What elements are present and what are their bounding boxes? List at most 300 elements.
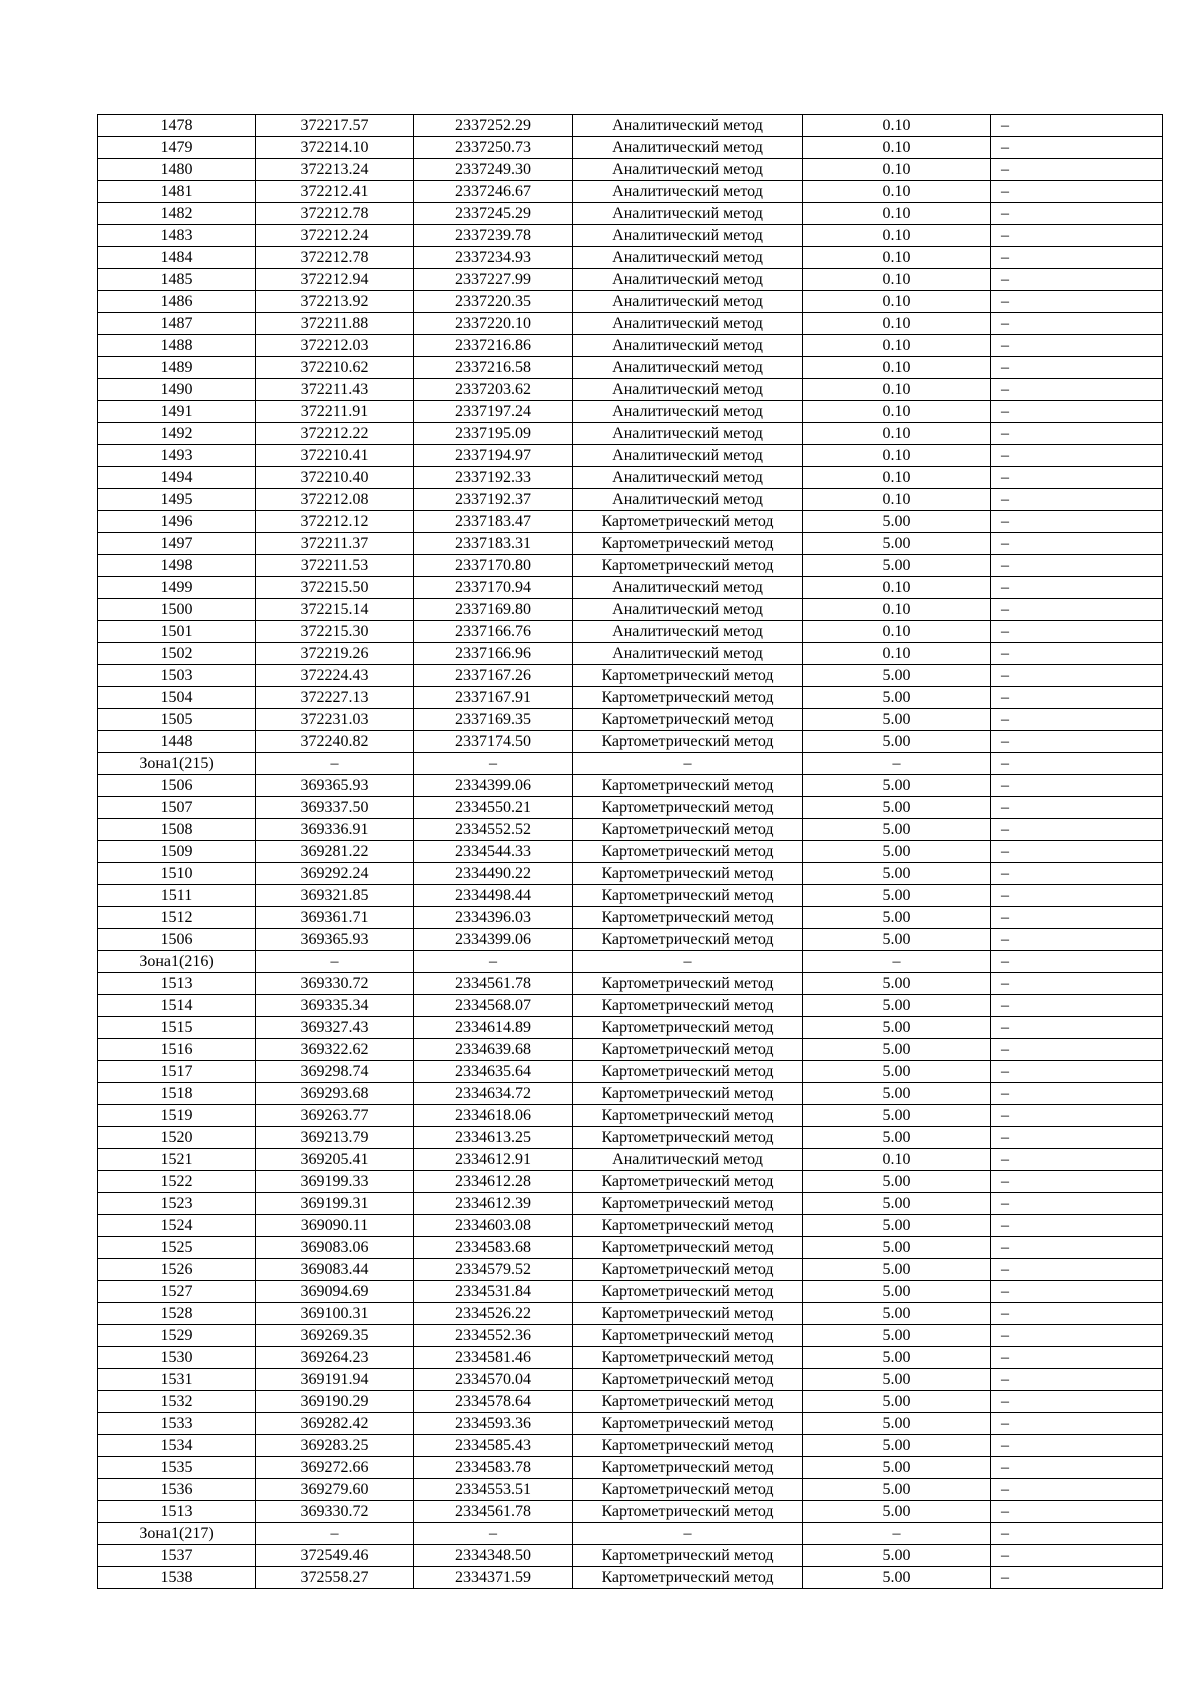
- table-row: [98, 599, 1163, 621]
- method-cell: Аналитический метод: [573, 115, 803, 137]
- table-row: [98, 863, 1163, 885]
- point-number-cell: 1537: [98, 1545, 256, 1567]
- table-row: [98, 1457, 1163, 1479]
- point-number-cell: 1480: [98, 159, 256, 181]
- y-coordinate-cell: –: [414, 753, 573, 775]
- note-cell: –: [991, 269, 1163, 291]
- x-coordinate-cell: 372212.78: [256, 203, 414, 225]
- table-row: [98, 1193, 1163, 1215]
- accuracy-cell: 0.10: [803, 181, 991, 203]
- x-coordinate-cell: 372210.41: [256, 445, 414, 467]
- x-coordinate-cell: 372211.91: [256, 401, 414, 423]
- x-coordinate-cell: 369365.93: [256, 929, 414, 951]
- point-number-cell: 1488: [98, 335, 256, 357]
- y-coordinate-cell: 2334578.64: [414, 1391, 573, 1413]
- accuracy-cell: 0.10: [803, 269, 991, 291]
- note-cell: –: [991, 775, 1163, 797]
- method-cell: Картометрический метод: [573, 1017, 803, 1039]
- note-cell: –: [991, 379, 1163, 401]
- x-coordinate-cell: 372227.13: [256, 687, 414, 709]
- y-coordinate-cell: 2337197.24: [414, 401, 573, 423]
- accuracy-cell: 0.10: [803, 1149, 991, 1171]
- accuracy-cell: 0.10: [803, 467, 991, 489]
- accuracy-cell: 5.00: [803, 1457, 991, 1479]
- x-coordinate-cell: 369327.43: [256, 1017, 414, 1039]
- point-number-cell: 1486: [98, 291, 256, 313]
- note-cell: –: [991, 1215, 1163, 1237]
- note-cell: –: [991, 137, 1163, 159]
- point-number-cell: 1523: [98, 1193, 256, 1215]
- y-coordinate-cell: 2334612.91: [414, 1149, 573, 1171]
- accuracy-cell: 0.10: [803, 489, 991, 511]
- x-coordinate-cell: 369199.31: [256, 1193, 414, 1215]
- x-coordinate-cell: 369263.77: [256, 1105, 414, 1127]
- note-cell: –: [991, 357, 1163, 379]
- x-coordinate-cell: 369264.23: [256, 1347, 414, 1369]
- point-number-cell: 1515: [98, 1017, 256, 1039]
- x-coordinate-cell: 372558.27: [256, 1567, 414, 1589]
- point-number-cell: 1534: [98, 1435, 256, 1457]
- method-cell: Аналитический метод: [573, 247, 803, 269]
- table-row: [98, 379, 1163, 401]
- accuracy-cell: 5.00: [803, 533, 991, 555]
- method-cell: Картометрический метод: [573, 511, 803, 533]
- accuracy-cell: 5.00: [803, 1347, 991, 1369]
- x-coordinate-cell: 372211.43: [256, 379, 414, 401]
- note-cell: –: [991, 687, 1163, 709]
- accuracy-cell: 5.00: [803, 1215, 991, 1237]
- table-row: [98, 1545, 1163, 1567]
- point-number-cell: 1524: [98, 1215, 256, 1237]
- accuracy-cell: 0.10: [803, 115, 991, 137]
- method-cell: Картометрический метод: [573, 929, 803, 951]
- table-row: [98, 357, 1163, 379]
- table-row: [98, 885, 1163, 907]
- table-row: [98, 181, 1163, 203]
- accuracy-cell: 5.00: [803, 1479, 991, 1501]
- note-cell: –: [991, 1171, 1163, 1193]
- note-cell: –: [991, 445, 1163, 467]
- method-cell: Картометрический метод: [573, 775, 803, 797]
- y-coordinate-cell: 2334570.04: [414, 1369, 573, 1391]
- method-cell: Аналитический метод: [573, 401, 803, 423]
- table-row: [98, 577, 1163, 599]
- method-cell: Картометрический метод: [573, 687, 803, 709]
- accuracy-cell: 5.00: [803, 1039, 991, 1061]
- point-number-cell: 1482: [98, 203, 256, 225]
- accuracy-cell: 5.00: [803, 555, 991, 577]
- y-coordinate-cell: 2337192.37: [414, 489, 573, 511]
- method-cell: Картометрический метод: [573, 555, 803, 577]
- x-coordinate-cell: 372210.40: [256, 467, 414, 489]
- point-number-cell: 1513: [98, 973, 256, 995]
- table-row: [98, 1567, 1163, 1589]
- point-number-cell: 1517: [98, 1061, 256, 1083]
- y-coordinate-cell: 2337220.35: [414, 291, 573, 313]
- zone-header-row: [98, 1523, 1163, 1545]
- table-row: [98, 1017, 1163, 1039]
- x-coordinate-cell: 369336.91: [256, 819, 414, 841]
- x-coordinate-cell: 372212.78: [256, 247, 414, 269]
- point-number-cell: 1487: [98, 313, 256, 335]
- document-page: [97, 114, 1162, 1589]
- accuracy-cell: 0.10: [803, 335, 991, 357]
- table-row: [98, 643, 1163, 665]
- point-number-cell: 1496: [98, 511, 256, 533]
- coordinates-table-body: [98, 115, 1163, 1589]
- note-cell: –: [991, 731, 1163, 753]
- accuracy-cell: 5.00: [803, 995, 991, 1017]
- method-cell: Аналитический метод: [573, 225, 803, 247]
- y-coordinate-cell: 2334618.06: [414, 1105, 573, 1127]
- method-cell: Картометрический метод: [573, 709, 803, 731]
- note-cell: –: [991, 401, 1163, 423]
- point-number-cell: 1532: [98, 1391, 256, 1413]
- accuracy-cell: 5.00: [803, 907, 991, 929]
- point-number-cell: 1499: [98, 577, 256, 599]
- y-coordinate-cell: 2334561.78: [414, 973, 573, 995]
- accuracy-cell: 5.00: [803, 929, 991, 951]
- x-coordinate-cell: 369292.24: [256, 863, 414, 885]
- y-coordinate-cell: 2334550.21: [414, 797, 573, 819]
- table-row: [98, 995, 1163, 1017]
- point-number-cell: 1520: [98, 1127, 256, 1149]
- table-row: [98, 1281, 1163, 1303]
- method-cell: –: [573, 753, 803, 775]
- y-coordinate-cell: 2334498.44: [414, 885, 573, 907]
- table-row: [98, 1237, 1163, 1259]
- x-coordinate-cell: 372224.43: [256, 665, 414, 687]
- accuracy-cell: 0.10: [803, 291, 991, 313]
- point-number-cell: 1529: [98, 1325, 256, 1347]
- x-coordinate-cell: 372211.53: [256, 555, 414, 577]
- method-cell: Картометрический метод: [573, 907, 803, 929]
- accuracy-cell: 5.00: [803, 1017, 991, 1039]
- point-number-cell: 1484: [98, 247, 256, 269]
- x-coordinate-cell: –: [256, 753, 414, 775]
- accuracy-cell: 5.00: [803, 885, 991, 907]
- point-number-cell: 1506: [98, 929, 256, 951]
- accuracy-cell: 5.00: [803, 1171, 991, 1193]
- method-cell: Картометрический метод: [573, 1457, 803, 1479]
- y-coordinate-cell: 2334639.68: [414, 1039, 573, 1061]
- table-row: [98, 687, 1163, 709]
- note-cell: –: [991, 885, 1163, 907]
- note-cell: –: [991, 159, 1163, 181]
- note-cell: –: [991, 1391, 1163, 1413]
- accuracy-cell: 0.10: [803, 621, 991, 643]
- table-row: [98, 313, 1163, 335]
- method-cell: Аналитический метод: [573, 203, 803, 225]
- method-cell: Картометрический метод: [573, 1061, 803, 1083]
- point-number-cell: 1503: [98, 665, 256, 687]
- note-cell: –: [991, 1545, 1163, 1567]
- table-row: [98, 555, 1163, 577]
- y-coordinate-cell: 2337192.33: [414, 467, 573, 489]
- x-coordinate-cell: 372240.82: [256, 731, 414, 753]
- note-cell: –: [991, 863, 1163, 885]
- x-coordinate-cell: 369298.74: [256, 1061, 414, 1083]
- table-row: [98, 137, 1163, 159]
- table-row: [98, 731, 1163, 753]
- accuracy-cell: 5.00: [803, 687, 991, 709]
- method-cell: Аналитический метод: [573, 643, 803, 665]
- note-cell: –: [991, 467, 1163, 489]
- y-coordinate-cell: 2337169.35: [414, 709, 573, 731]
- method-cell: Картометрический метод: [573, 1369, 803, 1391]
- x-coordinate-cell: 369365.93: [256, 775, 414, 797]
- note-cell: –: [991, 1127, 1163, 1149]
- method-cell: Картометрический метод: [573, 1259, 803, 1281]
- accuracy-cell: 0.10: [803, 401, 991, 423]
- y-coordinate-cell: 2334581.46: [414, 1347, 573, 1369]
- x-coordinate-cell: 369321.85: [256, 885, 414, 907]
- y-coordinate-cell: –: [414, 1523, 573, 1545]
- y-coordinate-cell: 2334553.51: [414, 1479, 573, 1501]
- y-coordinate-cell: 2337245.29: [414, 203, 573, 225]
- note-cell: –: [991, 1457, 1163, 1479]
- method-cell: Картометрический метод: [573, 1281, 803, 1303]
- table-row: [98, 269, 1163, 291]
- method-cell: Картометрический метод: [573, 863, 803, 885]
- x-coordinate-cell: 372231.03: [256, 709, 414, 731]
- table-row: [98, 709, 1163, 731]
- method-cell: Картометрический метод: [573, 1215, 803, 1237]
- y-coordinate-cell: 2334583.78: [414, 1457, 573, 1479]
- method-cell: Картометрический метод: [573, 995, 803, 1017]
- x-coordinate-cell: 372217.57: [256, 115, 414, 137]
- x-coordinate-cell: 369282.42: [256, 1413, 414, 1435]
- point-number-cell: 1478: [98, 115, 256, 137]
- note-cell: –: [991, 1435, 1163, 1457]
- accuracy-cell: 0.10: [803, 357, 991, 379]
- note-cell: –: [991, 555, 1163, 577]
- accuracy-cell: 5.00: [803, 1435, 991, 1457]
- point-number-cell: 1489: [98, 357, 256, 379]
- note-cell: –: [991, 1039, 1163, 1061]
- table-row: [98, 841, 1163, 863]
- table-row: [98, 1039, 1163, 1061]
- point-number-cell: 1448: [98, 731, 256, 753]
- note-cell: –: [991, 907, 1163, 929]
- accuracy-cell: 0.10: [803, 137, 991, 159]
- accuracy-cell: 5.00: [803, 1237, 991, 1259]
- accuracy-cell: 0.10: [803, 379, 991, 401]
- table-row: [98, 533, 1163, 555]
- y-coordinate-cell: 2334396.03: [414, 907, 573, 929]
- y-coordinate-cell: 2337170.94: [414, 577, 573, 599]
- note-cell: –: [991, 335, 1163, 357]
- note-cell: –: [991, 621, 1163, 643]
- method-cell: Картометрический метод: [573, 1479, 803, 1501]
- y-coordinate-cell: 2337216.58: [414, 357, 573, 379]
- x-coordinate-cell: –: [256, 951, 414, 973]
- point-number-cell: 1527: [98, 1281, 256, 1303]
- x-coordinate-cell: 369094.69: [256, 1281, 414, 1303]
- y-coordinate-cell: 2334593.36: [414, 1413, 573, 1435]
- y-coordinate-cell: 2334561.78: [414, 1501, 573, 1523]
- x-coordinate-cell: 369272.66: [256, 1457, 414, 1479]
- point-number-cell: 1528: [98, 1303, 256, 1325]
- point-number-cell: 1485: [98, 269, 256, 291]
- y-coordinate-cell: 2334614.89: [414, 1017, 573, 1039]
- table-row: [98, 1347, 1163, 1369]
- point-number-cell: 1531: [98, 1369, 256, 1391]
- accuracy-cell: –: [803, 753, 991, 775]
- table-row: [98, 159, 1163, 181]
- table-row: [98, 1127, 1163, 1149]
- method-cell: Картометрический метод: [573, 1501, 803, 1523]
- method-cell: Картометрический метод: [573, 797, 803, 819]
- accuracy-cell: 5.00: [803, 731, 991, 753]
- table-row: [98, 621, 1163, 643]
- point-number-cell: 1483: [98, 225, 256, 247]
- note-cell: –: [991, 423, 1163, 445]
- y-coordinate-cell: 2334348.50: [414, 1545, 573, 1567]
- note-cell: –: [991, 1369, 1163, 1391]
- table-row: [98, 665, 1163, 687]
- table-row: [98, 115, 1163, 137]
- note-cell: –: [991, 1061, 1163, 1083]
- method-cell: Аналитический метод: [573, 489, 803, 511]
- point-number-cell: Зона1(215): [98, 753, 256, 775]
- point-number-cell: 1481: [98, 181, 256, 203]
- table-row: [98, 797, 1163, 819]
- point-number-cell: 1506: [98, 775, 256, 797]
- accuracy-cell: 5.00: [803, 1325, 991, 1347]
- y-coordinate-cell: 2337216.86: [414, 335, 573, 357]
- x-coordinate-cell: 369205.41: [256, 1149, 414, 1171]
- y-coordinate-cell: 2334603.08: [414, 1215, 573, 1237]
- table-row: [98, 1325, 1163, 1347]
- accuracy-cell: 5.00: [803, 1391, 991, 1413]
- point-number-cell: 1511: [98, 885, 256, 907]
- y-coordinate-cell: –: [414, 951, 573, 973]
- table-row: [98, 445, 1163, 467]
- x-coordinate-cell: 372213.24: [256, 159, 414, 181]
- note-cell: –: [991, 533, 1163, 555]
- method-cell: Картометрический метод: [573, 1193, 803, 1215]
- y-coordinate-cell: 2337167.26: [414, 665, 573, 687]
- x-coordinate-cell: 372212.22: [256, 423, 414, 445]
- method-cell: Картометрический метод: [573, 1325, 803, 1347]
- y-coordinate-cell: 2337227.99: [414, 269, 573, 291]
- point-number-cell: Зона1(217): [98, 1523, 256, 1545]
- point-number-cell: 1494: [98, 467, 256, 489]
- accuracy-cell: 5.00: [803, 1105, 991, 1127]
- note-cell: –: [991, 489, 1163, 511]
- table-row: [98, 335, 1163, 357]
- x-coordinate-cell: 369281.22: [256, 841, 414, 863]
- accuracy-cell: 0.10: [803, 599, 991, 621]
- x-coordinate-cell: 369083.44: [256, 1259, 414, 1281]
- table-row: [98, 225, 1163, 247]
- method-cell: Аналитический метод: [573, 291, 803, 313]
- x-coordinate-cell: 372212.94: [256, 269, 414, 291]
- y-coordinate-cell: 2337239.78: [414, 225, 573, 247]
- y-coordinate-cell: 2337194.97: [414, 445, 573, 467]
- method-cell: Картометрический метод: [573, 1171, 803, 1193]
- y-coordinate-cell: 2334583.68: [414, 1237, 573, 1259]
- point-number-cell: 1522: [98, 1171, 256, 1193]
- note-cell: –: [991, 1501, 1163, 1523]
- x-coordinate-cell: 372211.37: [256, 533, 414, 555]
- accuracy-cell: 0.10: [803, 159, 991, 181]
- method-cell: Картометрический метод: [573, 731, 803, 753]
- point-number-cell: 1479: [98, 137, 256, 159]
- table-row: [98, 203, 1163, 225]
- point-number-cell: 1501: [98, 621, 256, 643]
- accuracy-cell: 5.00: [803, 1501, 991, 1523]
- point-number-cell: 1538: [98, 1567, 256, 1589]
- note-cell: –: [991, 1413, 1163, 1435]
- y-coordinate-cell: 2334585.43: [414, 1435, 573, 1457]
- accuracy-cell: 5.00: [803, 1545, 991, 1567]
- y-coordinate-cell: 2337174.50: [414, 731, 573, 753]
- y-coordinate-cell: 2334552.52: [414, 819, 573, 841]
- table-row: [98, 973, 1163, 995]
- accuracy-cell: 5.00: [803, 819, 991, 841]
- table-row: [98, 1171, 1163, 1193]
- note-cell: –: [991, 577, 1163, 599]
- method-cell: Аналитический метод: [573, 445, 803, 467]
- point-number-cell: 1504: [98, 687, 256, 709]
- y-coordinate-cell: 2337195.09: [414, 423, 573, 445]
- x-coordinate-cell: 369269.35: [256, 1325, 414, 1347]
- y-coordinate-cell: 2334635.64: [414, 1061, 573, 1083]
- method-cell: Аналитический метод: [573, 137, 803, 159]
- accuracy-cell: 5.00: [803, 1061, 991, 1083]
- method-cell: Картометрический метод: [573, 1083, 803, 1105]
- x-coordinate-cell: 369283.25: [256, 1435, 414, 1457]
- point-number-cell: 1495: [98, 489, 256, 511]
- table-row: [98, 1215, 1163, 1237]
- method-cell: Картометрический метод: [573, 973, 803, 995]
- x-coordinate-cell: 372213.92: [256, 291, 414, 313]
- method-cell: Картометрический метод: [573, 819, 803, 841]
- point-number-cell: 1498: [98, 555, 256, 577]
- note-cell: –: [991, 1017, 1163, 1039]
- x-coordinate-cell: 369337.50: [256, 797, 414, 819]
- note-cell: –: [991, 1259, 1163, 1281]
- point-number-cell: 1509: [98, 841, 256, 863]
- accuracy-cell: –: [803, 951, 991, 973]
- point-number-cell: 1525: [98, 1237, 256, 1259]
- note-cell: –: [991, 973, 1163, 995]
- table-row: [98, 1369, 1163, 1391]
- accuracy-cell: 5.00: [803, 841, 991, 863]
- x-coordinate-cell: 369100.31: [256, 1303, 414, 1325]
- note-cell: –: [991, 709, 1163, 731]
- x-coordinate-cell: 369361.71: [256, 907, 414, 929]
- method-cell: Картометрический метод: [573, 1435, 803, 1457]
- point-number-cell: 1490: [98, 379, 256, 401]
- y-coordinate-cell: 2334579.52: [414, 1259, 573, 1281]
- x-coordinate-cell: 369330.72: [256, 1501, 414, 1523]
- x-coordinate-cell: 369330.72: [256, 973, 414, 995]
- x-coordinate-cell: 369322.62: [256, 1039, 414, 1061]
- x-coordinate-cell: 372219.26: [256, 643, 414, 665]
- zone-header-row: [98, 951, 1163, 973]
- y-coordinate-cell: 2337246.67: [414, 181, 573, 203]
- method-cell: Картометрический метод: [573, 1303, 803, 1325]
- table-row: [98, 467, 1163, 489]
- accuracy-cell: 5.00: [803, 709, 991, 731]
- table-row: [98, 423, 1163, 445]
- accuracy-cell: 5.00: [803, 665, 991, 687]
- y-coordinate-cell: 2334531.84: [414, 1281, 573, 1303]
- accuracy-cell: 5.00: [803, 1281, 991, 1303]
